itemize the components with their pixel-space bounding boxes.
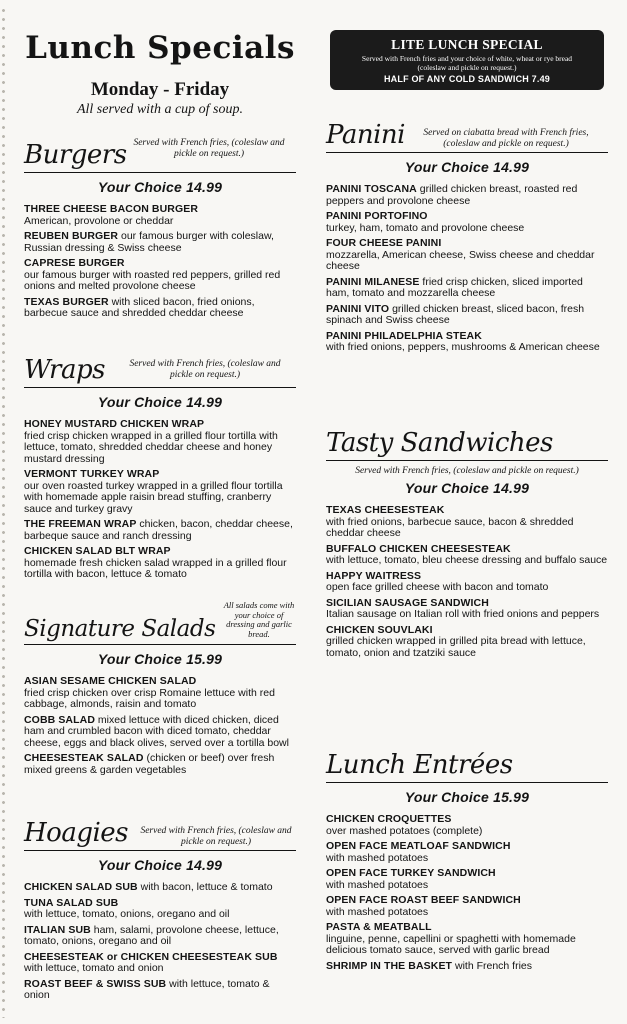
item-desc: ham, salami, provolone cheese, lettuce, tomato, onions, oregano and oil	[24, 923, 279, 947]
burgers-title: Burgers	[24, 140, 127, 170]
menu-item	[326, 868, 608, 891]
menu-item	[326, 895, 608, 918]
item-name: ROAST BEEF & SWISS SUB	[24, 977, 167, 990]
salads-price: Your Choice 15.99	[97, 651, 223, 667]
menu-item	[326, 814, 608, 837]
menu-item	[24, 676, 296, 711]
panini-section	[326, 112, 608, 358]
item-desc: with lettuce, tomato, bleu cheese dressing and buffalo sauce	[326, 554, 608, 566]
menu-item	[326, 922, 608, 957]
item-desc: (chicken or beef) over fresh mixed greens & garden vegetables	[24, 752, 275, 776]
item-desc: open face grilled cheese with bacon and tomato	[326, 581, 549, 593]
item-name: FOUR CHEESE PANINI	[326, 237, 442, 249]
item-desc: chicken, bacon, cheddar cheese, barbeque sauce and ranch dressing	[24, 518, 293, 542]
menu-item	[326, 571, 608, 594]
item-desc: fried crisp chicken over crisp Romaine lettuce with red cabbage, almonds, raisin and tomato	[24, 686, 275, 710]
menu-item	[326, 331, 608, 354]
item-desc: with mashed potatoes	[326, 878, 429, 891]
entrees-title: Lunch Entrées	[326, 750, 513, 780]
item-name: SICILIAN SAUSAGE SANDWICH	[326, 596, 489, 609]
lite-price: HALF OF ANY COLD SANDWICH 7.49	[383, 74, 550, 84]
item-name: CHEESESTEAK SALAD	[24, 752, 144, 764]
salads-section	[24, 600, 296, 780]
item-name: REUBEN BURGER	[24, 230, 119, 242]
panini-header	[326, 112, 608, 152]
sandwiches-divider	[326, 460, 608, 461]
item-name: TUNA SALAD SUB	[24, 896, 119, 909]
menu-item	[24, 297, 296, 320]
item-desc: turkey, ham, tomato and provolone cheese	[326, 221, 525, 234]
panini-divider	[326, 152, 608, 153]
wraps-section	[24, 347, 296, 585]
menu-item	[326, 625, 608, 660]
wraps-title: Wraps	[24, 355, 105, 385]
item-name: PASTA & MEATBALL	[326, 921, 432, 933]
burgers-divider	[24, 172, 296, 173]
hoagies-section	[24, 810, 296, 1006]
item-name: THREE CHEESE BACON BURGER	[24, 203, 199, 215]
menu-item	[24, 546, 296, 581]
item-desc: our oven roasted turkey wrapped in a grilled flour tortilla with homemade apple raisin bread stuffing, cranberry sauce and turkey gravy	[24, 479, 283, 515]
sandwiches-price: Your Choice 14.99	[404, 480, 530, 496]
menu-item	[326, 544, 608, 567]
item-desc: homemade fresh chicken salad wrapped in a grilled flour tortilla with bacon, lettuce & tomato	[24, 556, 287, 580]
item-name: HONEY MUSTARD CHICKEN WRAP	[24, 418, 205, 430]
item-desc: with fried onions, barbecue sauce, bacon & shredded cheddar cheese	[326, 515, 574, 539]
menu-item	[24, 952, 296, 975]
wraps-divider	[24, 387, 296, 388]
days-subtitle: Monday - Friday	[90, 79, 230, 100]
menu-item	[326, 277, 608, 300]
item-desc: with lettuce, tomato, onions, oregano and oil	[24, 908, 230, 920]
item-desc: grilled chicken breast, sliced bacon, fresh spinach and Swiss cheese	[326, 302, 585, 326]
hoagies-divider	[24, 850, 296, 851]
sandwiches-header	[326, 420, 608, 460]
hoagies-note: Served with French fries, (coleslaw and pickle on request.)	[140, 826, 292, 847]
item-desc: fried crisp chicken, sliced imported ham, tomato and mozzarella cheese	[326, 275, 583, 299]
item-name: OPEN FACE ROAST BEEF SANDWICH	[326, 894, 521, 906]
item-name: OPEN FACE TURKEY SANDWICH	[326, 867, 496, 879]
menu-item	[326, 211, 608, 234]
item-name: TEXAS BURGER	[24, 295, 109, 308]
wraps-header	[24, 347, 296, 387]
menu-item	[24, 925, 296, 948]
item-desc: with sliced bacon, fried onions, barbecue sauce and shredded cheddar cheese	[24, 295, 255, 319]
menu-item	[24, 419, 296, 465]
item-name: CHICKEN CROQUETTES	[326, 813, 452, 825]
entrees-section	[326, 742, 608, 976]
menu-item	[326, 238, 608, 273]
item-name: PANINI PORTOFINO	[326, 210, 428, 222]
item-desc: with lettuce, tomato & onion	[24, 977, 270, 1001]
salads-divider	[24, 644, 296, 645]
item-desc: our famous burger with coleslaw, Russian dressing & Swiss cheese	[24, 230, 274, 254]
hoagies-header	[24, 810, 296, 850]
panini-note: Served on ciabatta bread with French fries, (coleslaw and pickle on request.)	[423, 128, 589, 149]
item-desc: grilled chicken breast, roasted red peppers and provolone cheese	[326, 183, 578, 207]
salads-note: All salads come with your choice of dressing and garlic bread.	[223, 600, 295, 639]
entrees-header	[326, 742, 608, 782]
sandwiches-section	[326, 420, 608, 663]
item-name: ITALIAN SUB	[24, 923, 91, 936]
menu-item	[326, 598, 608, 621]
hoagies-title: Hoagies	[24, 818, 129, 848]
panini-price: Your Choice 14.99	[404, 159, 530, 175]
wraps-note: Served with French fries, (coleslaw and pickle on request.)	[129, 359, 281, 380]
menu-item	[326, 961, 608, 973]
menu-item	[24, 715, 296, 750]
item-name: CHICKEN SALAD SUB	[24, 881, 138, 893]
sandwiches-title: Tasty Sandwiches	[326, 428, 553, 458]
page-title: Lunch Specials	[25, 30, 295, 66]
menu-item	[24, 519, 296, 542]
item-name: CHEESESTEAK or CHICKEN CHEESESTEAK SUB	[24, 950, 278, 963]
item-desc: with bacon, lettuce & tomato	[140, 881, 273, 893]
sandwiches-note: Served with French fries, (coleslaw and pickle on request.)	[355, 466, 579, 476]
item-desc: linguine, penne, capellini or spaghetti with homemade delicious tomato sauce, served with garlic bread	[326, 932, 576, 956]
item-desc: with mashed potatoes	[326, 905, 429, 918]
item-name: VERMONT TURKEY WRAP	[24, 468, 160, 480]
item-name: OPEN FACE MEATLOAF SANDWICH	[326, 840, 511, 852]
item-name: CAPRESE BURGER	[24, 257, 125, 269]
item-name: PANINI PHILADELPHIA STEAK	[326, 329, 482, 342]
item-desc: mixed lettuce with diced chicken, diced ham and crumbled bacon with diced tomato, cheddar cheese, eggs and black olives, served over a tortilla bowl	[24, 713, 289, 749]
lite-lunch-box	[330, 30, 604, 90]
item-name: PANINI VITO	[326, 302, 390, 315]
panini-title: Panini	[326, 120, 405, 150]
item-name: CHICKEN SOUVLAKI	[326, 623, 433, 636]
item-desc: mozzarella, American cheese, Swiss cheese and cheddar cheese	[326, 248, 595, 272]
item-desc: with fried onions, peppers, mushrooms & American cheese	[326, 341, 600, 353]
item-name: COBB SALAD	[24, 713, 95, 726]
item-name: HAPPY WAITRESS	[326, 569, 422, 582]
item-name: CHICKEN SALAD BLT WRAP	[24, 545, 171, 557]
item-name: TEXAS CHEESESTEAK	[326, 504, 445, 516]
item-desc: American, provolone or cheddar	[24, 214, 174, 227]
menu-item	[24, 979, 296, 1002]
item-desc: fried crisp chicken wrapped in a grilled flour tortilla with lettuce, tomato, shredded cheddar cheese and honey mustard dressing	[24, 429, 278, 465]
menu-item	[326, 184, 608, 207]
menu-item	[24, 882, 296, 894]
item-desc: with French fries	[455, 959, 533, 972]
item-name: PANINI TOSCANA	[326, 183, 417, 195]
item-desc: with mashed potatoes	[326, 851, 429, 864]
menu-item	[24, 258, 296, 293]
item-name: ASIAN SESAME CHICKEN SALAD	[24, 675, 197, 687]
burgers-note: Served with French fries, (coleslaw and pickle on request.)	[133, 138, 285, 159]
burgers-section	[24, 132, 296, 324]
menu-item	[24, 753, 296, 776]
item-name: SHRIMP IN THE BASKET	[326, 959, 453, 972]
hoagies-price: Your Choice 14.99	[97, 857, 223, 873]
item-desc: Italian sausage on Italian roll with fried onions and peppers	[326, 608, 600, 620]
item-desc: our famous burger with roasted red peppers, grilled red onions and melted provolone cheese	[24, 268, 281, 292]
item-name: PANINI MILANESE	[326, 275, 420, 288]
salads-title: Signature Salads	[24, 616, 216, 642]
item-name: THE FREEMAN WRAP	[24, 518, 137, 530]
menu-item	[326, 841, 608, 864]
menu-item	[326, 304, 608, 327]
wraps-price: Your Choice 14.99	[97, 394, 223, 410]
item-desc: grilled chicken wrapped in grilled pita bread with lettuce, tomato, onion and tzatziki sauce	[326, 635, 586, 659]
soup-note: All served with a cup of soup.	[76, 102, 244, 117]
menu-item	[24, 204, 296, 227]
menu-item	[326, 505, 608, 540]
burgers-header	[24, 132, 296, 172]
item-desc: over mashed potatoes (complete)	[326, 824, 483, 837]
menu-item	[24, 469, 296, 515]
salads-header	[24, 600, 296, 644]
menu-item	[24, 898, 296, 921]
burgers-price: Your Choice 14.99	[97, 179, 223, 195]
entrees-divider	[326, 782, 608, 783]
item-desc: with lettuce, tomato and onion	[24, 962, 164, 974]
lite-title: LITE LUNCH SPECIAL	[391, 37, 543, 52]
lite-desc: Served with French fries and your choice of white, wheat or rye bread (coleslaw and pickle on request.)	[361, 54, 573, 72]
binding-holes	[1, 6, 6, 1018]
entrees-price: Your Choice 15.99	[404, 789, 530, 805]
menu-item	[24, 231, 296, 254]
item-name: BUFFALO CHICKEN CHEESESTEAK	[326, 542, 511, 555]
